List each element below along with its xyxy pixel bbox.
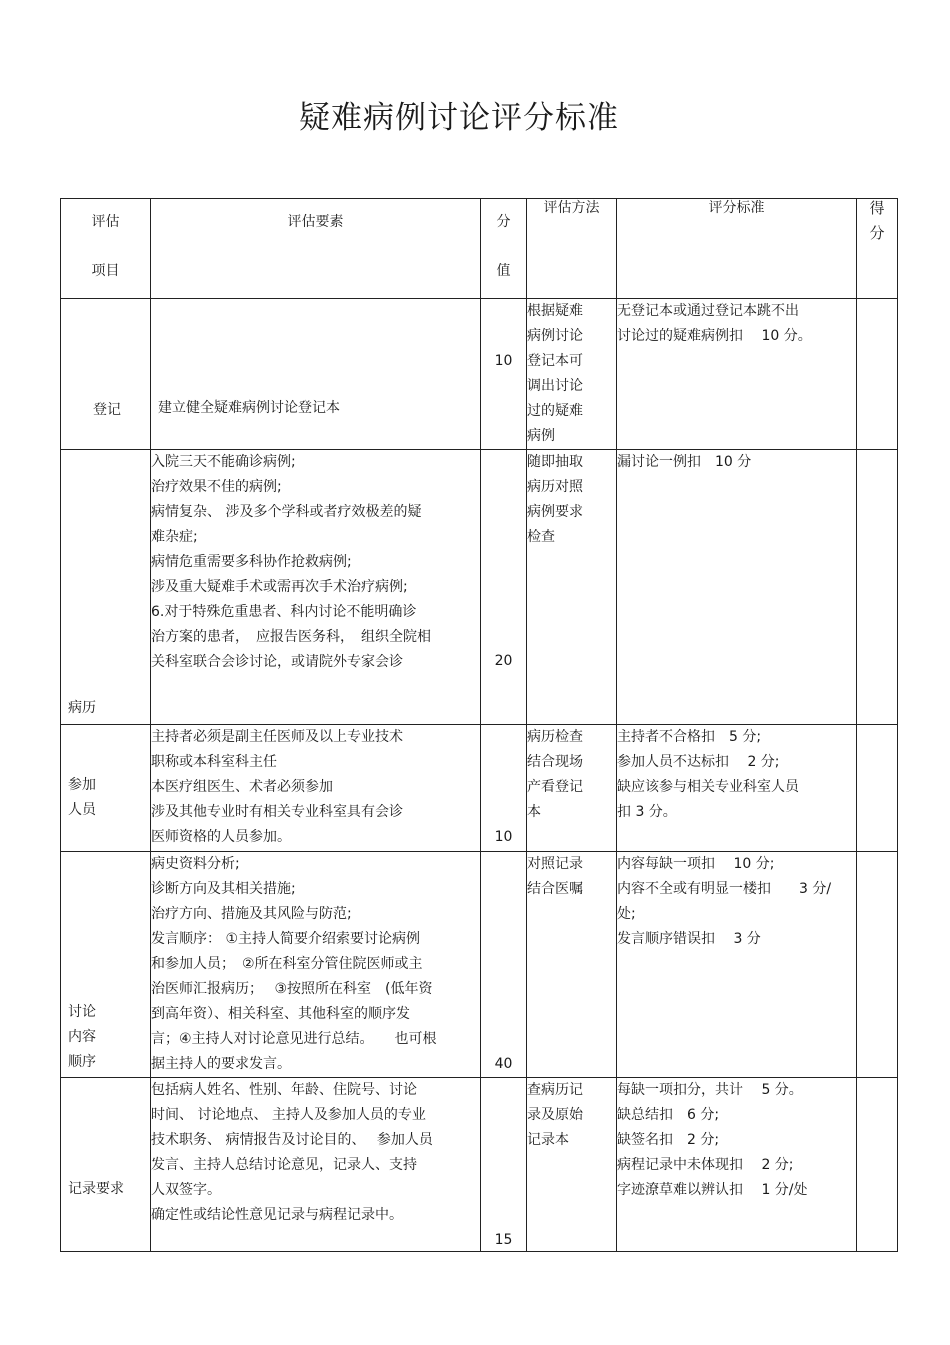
row-criteria-line: 参加人员不达标扣 2 分; xyxy=(617,754,780,770)
row-obtained-cell xyxy=(857,1078,898,1252)
row-elements-cell xyxy=(151,450,481,725)
row-method-cell xyxy=(527,299,617,450)
row-criteria-line: 内容每缺一项扣 10 分; xyxy=(617,856,775,872)
row-element-line: 和参加人员； ②所在科室分管住院医师或主 xyxy=(151,956,423,972)
row-method-line: 调出讨论 xyxy=(527,378,583,394)
row-score-cell xyxy=(481,299,527,450)
row-element-line: 言；④主持人对讨论意见进行总结。 也可根 xyxy=(151,1031,437,1047)
row-element-line: 病史资料分析; xyxy=(151,856,240,872)
row-method-line: 记录本 xyxy=(527,1132,569,1148)
row-item-line: 内容 xyxy=(68,1029,96,1045)
header-elements: 评估要素 xyxy=(287,214,344,230)
header-criteria: 评分标准 xyxy=(708,200,765,216)
row-element-line: 治方案的患者， 应报告医务科， 组织全院相 xyxy=(151,629,431,645)
row-method-line: 对照记录 xyxy=(527,856,583,872)
row-item-cell xyxy=(61,1078,151,1252)
row-element-line: 治疗方向、措施及其风险与防范; xyxy=(151,906,352,922)
row-element-line: 本医疗组医生、术者必须参加 xyxy=(151,779,333,795)
row-obtained-cell xyxy=(857,725,898,852)
row-method-line: 本 xyxy=(527,804,541,820)
row-score-cell xyxy=(481,450,527,725)
header-score-line-1: 分 xyxy=(496,214,511,230)
header-score-line-2: 值 xyxy=(496,263,511,279)
row-method-line: 结合医嘱 xyxy=(527,881,583,897)
row-score-cell xyxy=(481,1078,527,1252)
row-item-line: 人员 xyxy=(68,802,96,818)
table-header-row xyxy=(61,199,898,299)
header-obtained-cell xyxy=(857,199,898,299)
row-elements-cell xyxy=(151,1078,481,1252)
row-method-line: 根据疑难 xyxy=(527,303,583,319)
row-item-line: 记录要求 xyxy=(68,1181,124,1197)
row-obtained-cell xyxy=(857,852,898,1078)
row-element-line: 病情复杂、 涉及多个学科或者疗效极差的疑 xyxy=(151,504,422,520)
row-element-line: 包括病人姓名、性别、年龄、住院号、讨论 xyxy=(151,1082,417,1098)
row-criteria-cell xyxy=(617,299,857,450)
scoring-table xyxy=(60,198,898,1252)
row-score: 15 xyxy=(494,1232,513,1248)
row-element-line: 建立健全疑难病例讨论登记本 xyxy=(158,400,340,416)
row-method-cell xyxy=(527,450,617,725)
row-item-cell xyxy=(61,725,151,852)
header-method-cell xyxy=(527,199,617,299)
row-method-cell xyxy=(527,852,617,1078)
table-row xyxy=(61,852,898,1078)
row-item-line: 病历 xyxy=(68,700,96,716)
row-criteria-line: 扣 3 分。 xyxy=(617,804,677,820)
header-item-line-1: 评估 xyxy=(91,214,120,230)
row-element-line: 主持者必须是副主任医师及以上专业技术 xyxy=(151,729,403,745)
table-row xyxy=(61,299,898,450)
row-element-line: 关科室联合会诊讨论，或请院外专家会诊 xyxy=(151,654,403,670)
row-method-line: 病例 xyxy=(527,428,555,444)
table-row xyxy=(61,725,898,852)
row-score: 40 xyxy=(494,1056,513,1072)
row-element-line: 涉及其他专业时有相关专业科室具有会诊 xyxy=(151,804,403,820)
row-criteria-line: 漏讨论一例扣 10 分 xyxy=(617,454,752,470)
row-elements-cell xyxy=(151,299,481,450)
header-method: 评估方法 xyxy=(543,200,600,216)
row-item-line: 讨论 xyxy=(68,1004,96,1020)
row-element-line: 时间、 讨论地点、 主持人及参加人员的专业 xyxy=(151,1107,426,1123)
row-criteria-line: 缺签名扣 2 分; xyxy=(617,1132,720,1148)
row-score-cell xyxy=(481,852,527,1078)
row-criteria-line: 无登记本或通过登记本跳不出 xyxy=(617,303,799,319)
row-method-line: 查病历记 xyxy=(527,1082,583,1098)
row-method-line: 检查 xyxy=(527,529,555,545)
row-element-line: 发言、主持人总结讨论意见，记录人、支持 xyxy=(151,1157,417,1173)
row-method-line: 产看登记 xyxy=(527,779,583,795)
row-item-cell xyxy=(61,852,151,1078)
table-row xyxy=(61,450,898,725)
row-element-line: 人双签字。 xyxy=(151,1182,221,1198)
row-criteria-cell xyxy=(617,450,857,725)
row-obtained-cell xyxy=(857,299,898,450)
row-criteria-line: 内容不全或有明显一楼扣 3 分/ xyxy=(617,881,832,897)
row-criteria-line: 每缺一项扣分，共计 5 分。 xyxy=(617,1082,803,1098)
row-criteria-line: 处; xyxy=(617,906,636,922)
row-score: 10 xyxy=(494,829,513,845)
row-element-line: 职称或本科室科主任 xyxy=(151,754,277,770)
row-criteria-line: 缺应该参与相关专业科室人员 xyxy=(617,779,799,795)
row-method-line: 病例讨论 xyxy=(527,328,583,344)
row-method-cell xyxy=(527,1078,617,1252)
header-item-cell xyxy=(61,199,151,299)
row-criteria-cell xyxy=(617,725,857,852)
row-element-line: 涉及重大疑难手术或需再次手术治疗病例; xyxy=(151,579,408,595)
row-score: 20 xyxy=(494,653,513,669)
row-criteria-line: 发言顺序错误扣 3 分 xyxy=(617,931,761,947)
row-method-line: 病历检查 xyxy=(527,729,583,745)
row-criteria-line: 主持者不合格扣 5 分; xyxy=(617,729,762,745)
row-method-line: 病历对照 xyxy=(527,479,583,495)
row-method-line: 病例要求 xyxy=(527,504,583,520)
header-criteria-cell xyxy=(617,199,857,299)
row-method-line: 登记本可 xyxy=(527,353,583,369)
row-element-line: 确定性或结论性意见记录与病程记录中。 xyxy=(151,1207,403,1223)
row-method-line: 随即抽取 xyxy=(527,454,583,470)
row-item-line: 顺序 xyxy=(68,1054,96,1070)
row-elements-cell xyxy=(151,725,481,852)
header-obtained-line-2: 分 xyxy=(869,224,885,242)
row-element-line: 诊断方向及其相关措施; xyxy=(151,881,296,897)
row-method-line: 结合现场 xyxy=(527,754,583,770)
row-score: 10 xyxy=(494,353,513,369)
row-element-line: 难杂症; xyxy=(151,529,198,545)
row-score-cell xyxy=(481,725,527,852)
row-item-line: 参加 xyxy=(68,777,96,793)
row-criteria-line: 缺总结扣 6 分; xyxy=(617,1107,720,1123)
row-element-line: 据主持人的要求发言。 xyxy=(151,1056,291,1072)
row-element-line: 技术职务、 病情报告及讨论目的、 参加人员 xyxy=(151,1132,433,1148)
row-criteria-line: 字迹潦草难以辨认扣 1 分/处 xyxy=(617,1182,808,1198)
row-criteria-cell xyxy=(617,852,857,1078)
page-title: 疑难病例讨论评分标准 xyxy=(299,100,619,136)
row-item-cell xyxy=(61,299,151,450)
header-elements-cell xyxy=(151,199,481,299)
row-element-line: 发言顺序： ①主持人简要介绍索要讨论病例 xyxy=(151,931,420,947)
row-criteria-line: 病程记录中未体现扣 2 分; xyxy=(617,1157,794,1173)
row-elements-cell xyxy=(151,852,481,1078)
row-method-cell xyxy=(527,725,617,852)
row-element-line: 病情危重需要多科协作抢救病例; xyxy=(151,554,352,570)
row-obtained-cell xyxy=(857,450,898,725)
header-score-cell xyxy=(481,199,527,299)
row-element-line: 治医师汇报病历； ③按照所在科室 (低年资 xyxy=(151,981,433,997)
table-row xyxy=(61,1078,898,1252)
row-element-line: 医师资格的人员参加。 xyxy=(151,829,291,845)
row-item-line: 登记 xyxy=(93,402,121,418)
row-criteria-line: 讨论过的疑难病例扣 10 分。 xyxy=(617,328,812,344)
header-item-line-2: 项目 xyxy=(91,263,120,279)
header-obtained-line-1: 得 xyxy=(869,199,885,217)
row-element-line: 入院三天不能确诊病例; xyxy=(151,454,296,470)
row-method-line: 过的疑难 xyxy=(527,403,583,419)
row-item-cell xyxy=(61,450,151,725)
row-criteria-cell xyxy=(617,1078,857,1252)
row-element-line: 到高年资）、相关科室、其他科室的顺序发 xyxy=(151,1006,410,1022)
row-element-line: 治疗效果不佳的病例; xyxy=(151,479,282,495)
row-method-line: 录及原始 xyxy=(527,1107,583,1123)
row-element-line: 6.对于特殊危重患者、科内讨论不能明确诊 xyxy=(151,604,417,620)
